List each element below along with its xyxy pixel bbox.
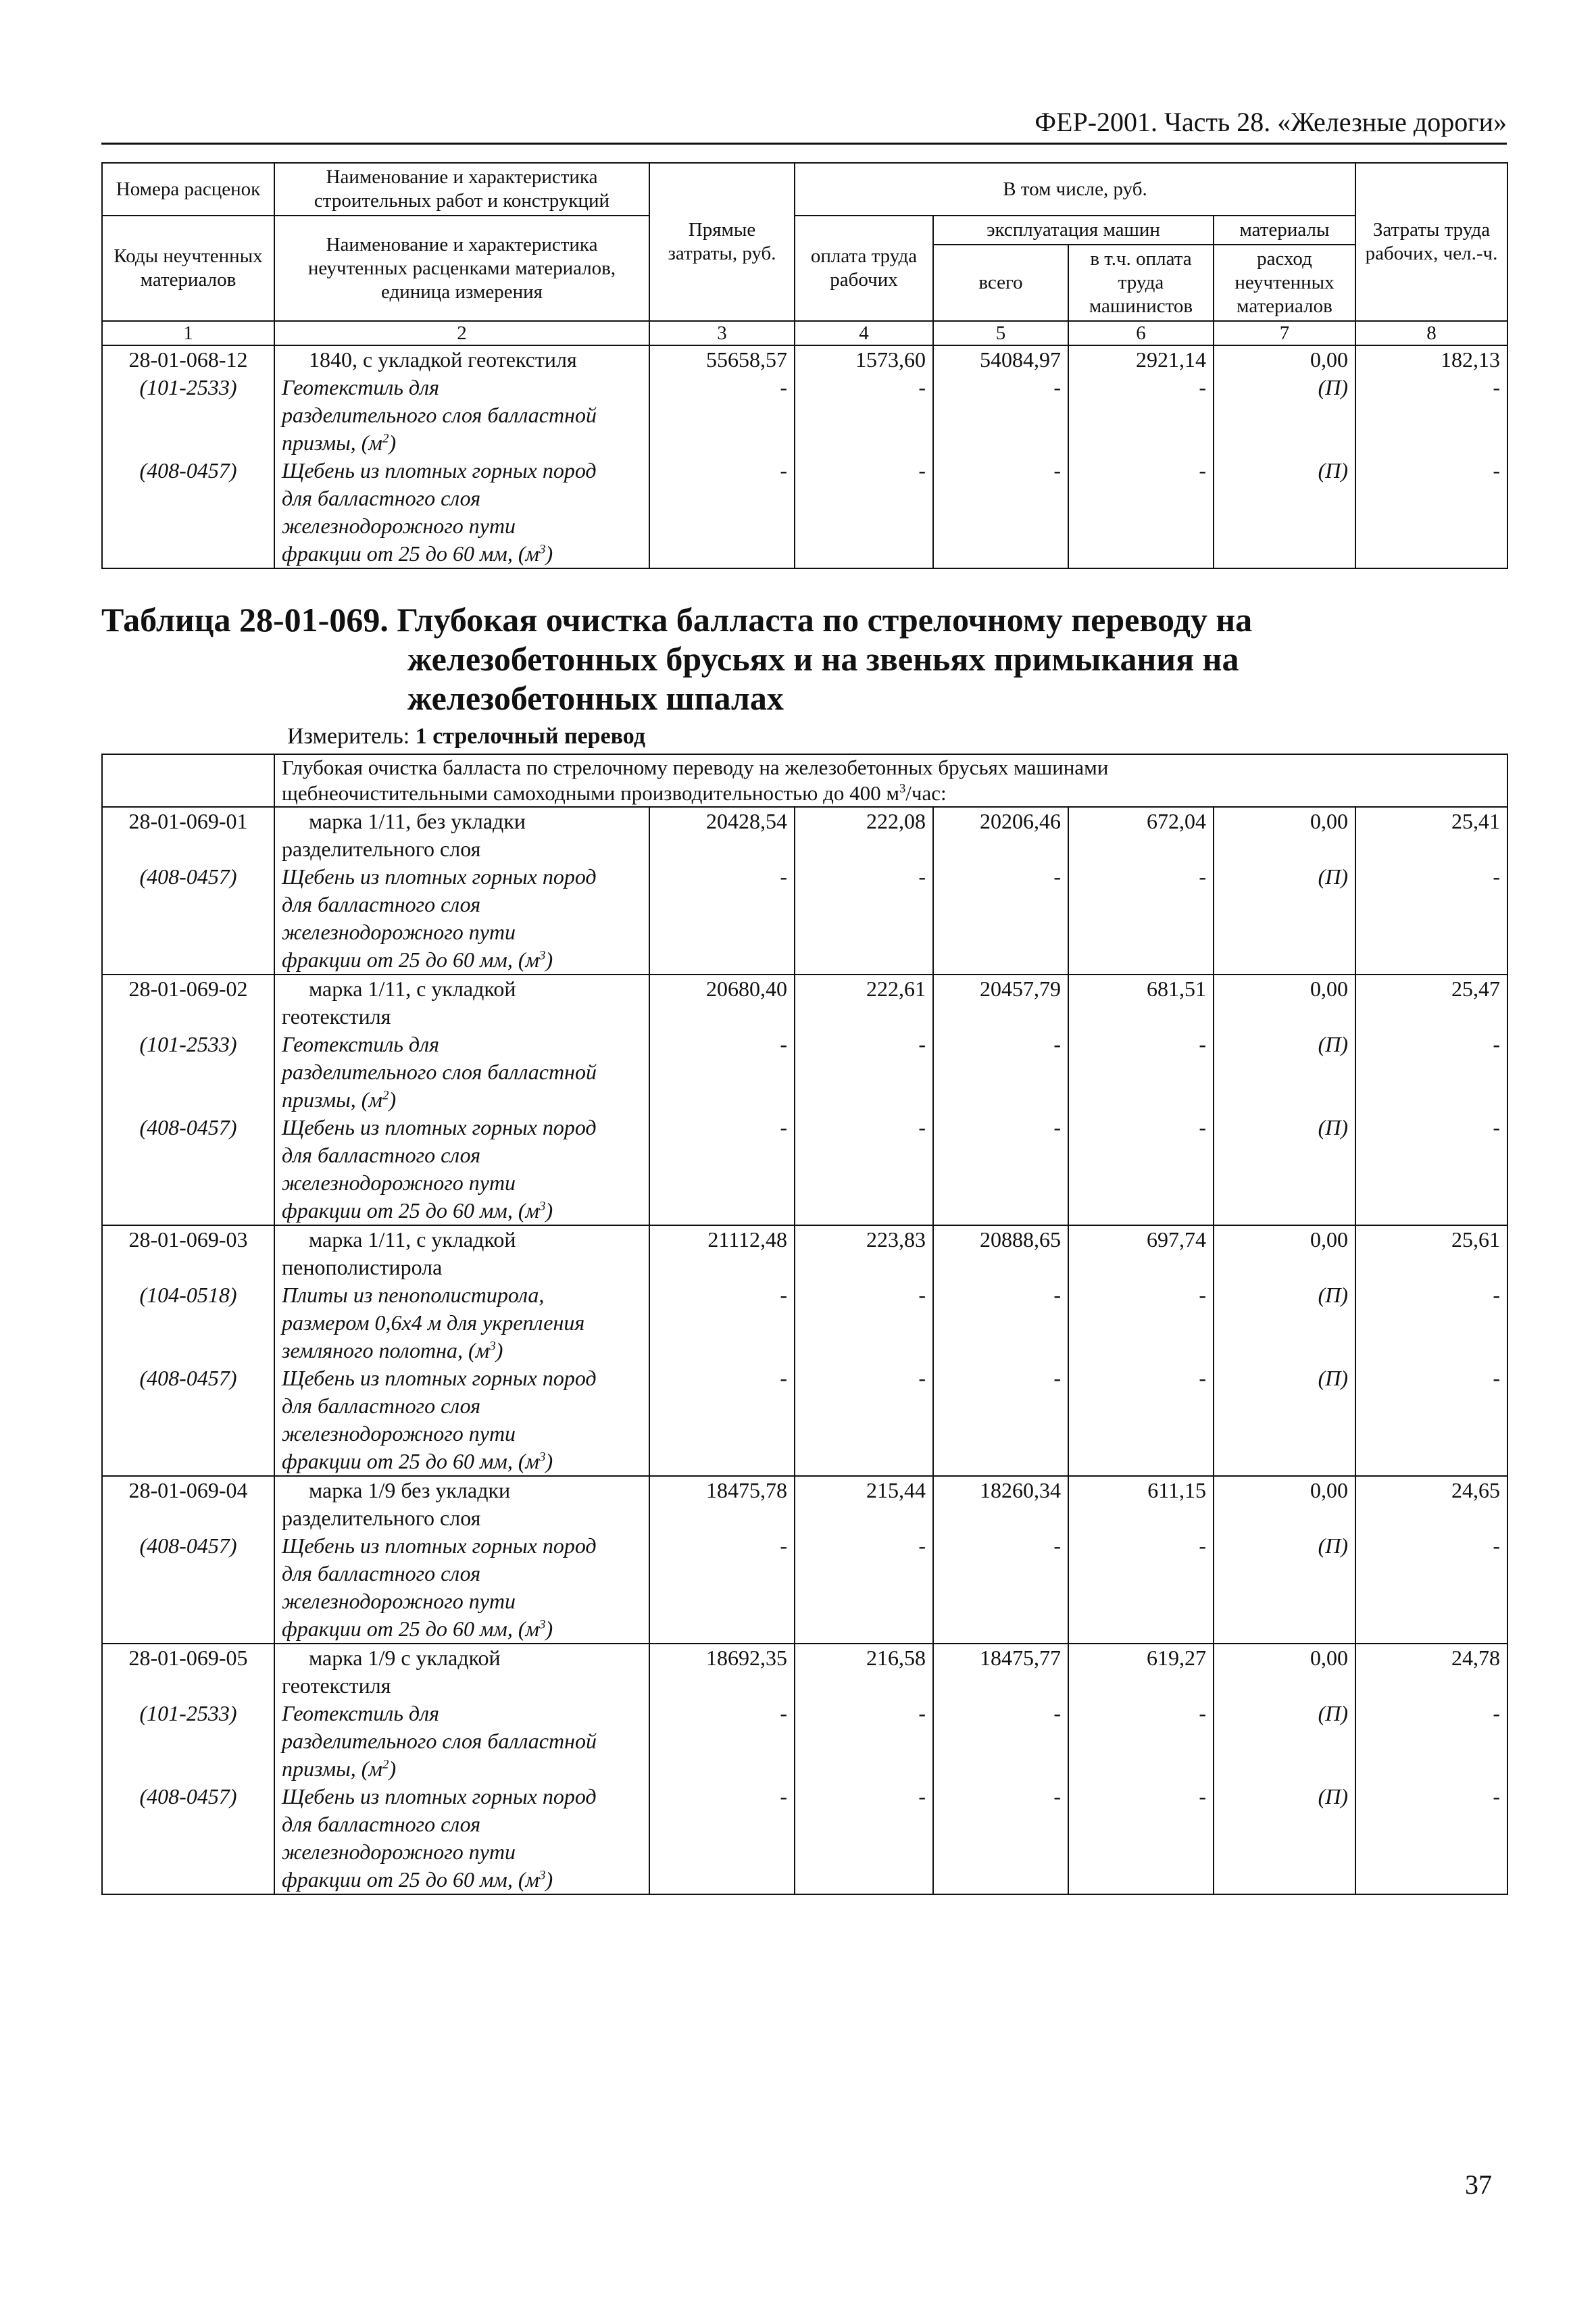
section-header <box>274 754 1507 807</box>
text-line: геотекстиля <box>282 1004 391 1029</box>
material-description <box>274 863 649 975</box>
rate-description <box>274 1225 649 1281</box>
p-mark: (П) <box>1214 1031 1355 1114</box>
dash-cell: - <box>1068 1364 1214 1476</box>
text-line: призмы, $(м^2)$ <box>282 430 397 455</box>
table-title <box>101 600 1507 718</box>
rate-description <box>274 1644 649 1700</box>
text-line: Плиты из пенополистирола, <box>282 1283 545 1307</box>
dash-cell: - <box>1068 374 1214 457</box>
header-total: всего <box>933 245 1068 321</box>
materials-value: 0,00 <box>1214 1225 1355 1281</box>
column-number: 8 <box>1355 321 1507 345</box>
worker-pay: 1573,60 <box>795 345 933 374</box>
labor-hours: 24,65 <box>1355 1476 1507 1532</box>
rates-table-069 <box>101 754 1508 1895</box>
header-direct-costs: Прямые затраты, руб. <box>649 163 795 321</box>
material-code: (104-0518) <box>102 1281 274 1364</box>
header-labor-hours: Затраты труда рабочих, чел.-ч. <box>1355 163 1507 321</box>
dash-cell: - <box>795 457 933 568</box>
machine-total: 54084,97 <box>933 345 1068 374</box>
material-code: (408-0457) <box>102 457 274 568</box>
dash-cell: - <box>933 863 1068 975</box>
text-line: Геотекстиль для <box>282 1032 439 1056</box>
rate-description <box>274 975 649 1031</box>
material-row <box>102 1031 1507 1114</box>
running-header: ФЕР-2001. Часть 28. «Железные дороги» <box>101 105 1507 145</box>
p-mark: (П) <box>1214 457 1355 568</box>
worker-pay: 222,61 <box>795 975 933 1031</box>
labor-hours: 24,78 <box>1355 1644 1507 1700</box>
material-code: (101-2533) <box>102 1031 274 1114</box>
rate-068-group <box>102 345 1507 568</box>
text-line: марка 1/11, с укладкой <box>309 1227 516 1252</box>
measure-unit <box>287 722 645 752</box>
rate-069-rows <box>102 807 1507 1894</box>
rate-row <box>102 1225 1507 1281</box>
dash-cell: - <box>1355 863 1507 975</box>
text-line: геотекстиля <box>282 1673 391 1698</box>
section-header-line2: щебнеочистительными самоходными производительностью до 400 $м^3$/час: <box>282 781 947 805</box>
dash-cell: - <box>795 1783 933 1894</box>
text-line: фракции от 25 до 60 мм, $(м^3)$ <box>282 541 553 566</box>
text-line: разделительного слоя <box>282 1506 481 1530</box>
dash-cell: - <box>1068 1281 1214 1364</box>
text-line: для балластного слоя <box>282 1812 481 1836</box>
material-row <box>102 374 1507 457</box>
dash-cell: - <box>933 1700 1068 1783</box>
text-line: Щебень из плотных горных пород <box>282 1366 597 1390</box>
materials-value: 0,00 <box>1214 1476 1355 1532</box>
rate-code: 28-01-069-03 <box>102 1225 274 1281</box>
text-line: фракции от 25 до 60 мм, $(м^3)$ <box>282 1867 553 1892</box>
materials-value: 0,00 <box>1214 345 1355 374</box>
material-code: (408-0457) <box>102 1783 274 1894</box>
material-row <box>102 1532 1507 1644</box>
operator-pay: 611,15 <box>1068 1476 1214 1532</box>
text-line: размером 0,6х4 м для укрепления <box>282 1310 585 1335</box>
dash-cell: - <box>795 863 933 975</box>
text-line: Щебень из плотных горных пород <box>282 1115 597 1139</box>
dash-cell: - <box>1068 1532 1214 1644</box>
material-code: (101-2533) <box>102 1700 274 1783</box>
column-number: 7 <box>1214 321 1355 345</box>
dash-cell: - <box>1355 1364 1507 1476</box>
dash-cell: - <box>933 457 1068 568</box>
header-rate-numbers: Номера расценок <box>102 163 274 216</box>
rate-row <box>102 345 1507 374</box>
text-line: разделительного слоя балластной <box>282 403 597 427</box>
text-line: железнодорожного пути <box>282 1589 516 1613</box>
p-mark: (П) <box>1214 1783 1355 1894</box>
text-line: фракции от 25 до 60 мм, $(м^3)$ <box>282 1198 553 1223</box>
column-number: 3 <box>649 321 795 345</box>
text-line: земляного полотна, $(м^3)$ <box>282 1338 503 1362</box>
text-line: железнодорожного пути <box>282 1421 516 1446</box>
rate-description <box>274 807 649 863</box>
dash-cell: - <box>1355 374 1507 457</box>
dash-cell: - <box>649 457 795 568</box>
material-description <box>274 1532 649 1644</box>
table-title-label: Таблица 28-01-069. <box>101 601 389 639</box>
text-line: марка 1/11, с укладкой <box>309 977 516 1001</box>
table-title-line1: Глубокая очистка балласта по стрелочному переводу на <box>397 601 1253 639</box>
rate-row <box>102 1644 1507 1700</box>
direct-costs: 21112,48 <box>649 1225 795 1281</box>
text-line: разделительного слоя балластной <box>282 1729 597 1753</box>
direct-costs: 20428,54 <box>649 807 795 863</box>
material-row <box>102 863 1507 975</box>
material-row <box>102 1783 1507 1894</box>
text-line: фракции от 25 до 60 мм, $(м^3)$ <box>282 947 553 972</box>
column-number: 5 <box>933 321 1068 345</box>
dash-cell: - <box>933 1114 1068 1225</box>
text-line: железнодорожного пути <box>282 920 516 944</box>
rate-row <box>102 1476 1507 1532</box>
p-mark: (П) <box>1214 1700 1355 1783</box>
measure-label: Измеритель: <box>287 724 410 749</box>
material-description <box>274 374 649 457</box>
material-code: (408-0457) <box>102 1364 274 1476</box>
material-code: (408-0457) <box>102 1114 274 1225</box>
operator-pay: 697,74 <box>1068 1225 1214 1281</box>
material-description <box>274 457 649 568</box>
text-line: железнодорожного пути <box>282 514 516 538</box>
dash-cell: - <box>933 1532 1068 1644</box>
dash-cell: - <box>1355 1114 1507 1225</box>
material-description <box>274 1783 649 1894</box>
material-code: (408-0457) <box>102 1532 274 1644</box>
rate-description <box>274 1476 649 1532</box>
text-line: Геотекстиль для <box>282 375 439 399</box>
text-line: пенополистирола <box>282 1255 443 1279</box>
text-line: Щебень из плотных горных пород <box>282 864 597 889</box>
dash-cell: - <box>649 1364 795 1476</box>
column-number: 1 <box>102 321 274 345</box>
rate-description <box>274 345 649 374</box>
dash-cell: - <box>1355 1281 1507 1364</box>
dash-cell: - <box>649 863 795 975</box>
dash-cell: - <box>1068 1114 1214 1225</box>
header-worker-pay: оплата труда рабочих <box>795 216 933 321</box>
dash-cell: - <box>795 1700 933 1783</box>
dash-cell: - <box>1355 1783 1507 1894</box>
text-line: марка 1/9 с укладкой <box>309 1646 501 1670</box>
labor-hours: 25,41 <box>1355 807 1507 863</box>
machine-total: 20206,46 <box>933 807 1068 863</box>
labor-hours: 25,61 <box>1355 1225 1507 1281</box>
labor-hours: 182,13 <box>1355 345 1507 374</box>
text-line: Щебень из плотных горных пород <box>282 458 597 483</box>
dash-cell: - <box>795 1114 933 1225</box>
table-title-line2: железобетонных брусьях и на звеньях примыкания на <box>407 640 1239 678</box>
text-line: для балластного слоя <box>282 892 481 916</box>
rate-code: 28-01-069-01 <box>102 807 274 863</box>
rate-row <box>102 807 1507 863</box>
measure-value: 1 стрелочный перевод <box>415 724 646 749</box>
material-description <box>274 1364 649 1476</box>
dash-cell: - <box>1355 457 1507 568</box>
p-mark: (П) <box>1214 374 1355 457</box>
text-line: Щебень из плотных горных пород <box>282 1784 597 1808</box>
text-line: разделительного слоя балластной <box>282 1060 597 1084</box>
text-line: для балластного слоя <box>282 1394 481 1418</box>
operator-pay: 619,27 <box>1068 1644 1214 1700</box>
header-materials: материалы <box>1214 216 1355 245</box>
dash-cell: - <box>649 1114 795 1225</box>
direct-costs: 18692,35 <box>649 1644 795 1700</box>
material-code: (408-0457) <box>102 863 274 975</box>
material-row <box>102 1114 1507 1225</box>
machine-total: 18475,77 <box>933 1644 1068 1700</box>
labor-hours: 25,47 <box>1355 975 1507 1031</box>
direct-costs: 18475,78 <box>649 1476 795 1532</box>
rate-row <box>102 975 1507 1031</box>
dash-cell: - <box>1068 1783 1214 1894</box>
text-line: Геотекстиль для <box>282 1701 439 1725</box>
p-mark: (П) <box>1214 1114 1355 1225</box>
text-line: марка 1/11, без укладки <box>309 809 526 833</box>
header-unaccounted-codes: Коды неучтенных материалов <box>102 216 274 321</box>
text-line: 1840, с укладкой геотекстиля <box>309 347 577 372</box>
material-description <box>274 1031 649 1114</box>
column-number: 6 <box>1068 321 1214 345</box>
header-including: В том числе, руб. <box>795 163 1355 216</box>
dash-cell: - <box>1355 1532 1507 1644</box>
column-number: 2 <box>274 321 649 345</box>
p-mark: (П) <box>1214 863 1355 975</box>
header-material-consumption: расход неучтенных материалов <box>1214 245 1355 321</box>
rate-code: 28-01-068-12 <box>102 345 274 374</box>
dash-cell: - <box>1068 1700 1214 1783</box>
materials-value: 0,00 <box>1214 807 1355 863</box>
text-line: Щебень из плотных горных пород <box>282 1533 597 1558</box>
material-row <box>102 1700 1507 1783</box>
dash-cell: - <box>795 1364 933 1476</box>
text-line: призмы, $(м^2)$ <box>282 1087 397 1112</box>
text-line: железнодорожного пути <box>282 1840 516 1864</box>
operator-pay: 681,51 <box>1068 975 1214 1031</box>
dash-cell: - <box>649 1700 795 1783</box>
header-machine-operation: эксплуатация машин <box>933 216 1214 245</box>
worker-pay: 223,83 <box>795 1225 933 1281</box>
dash-cell: - <box>1068 457 1214 568</box>
material-description <box>274 1700 649 1783</box>
dash-cell: - <box>649 1031 795 1114</box>
worker-pay: 216,58 <box>795 1644 933 1700</box>
dash-cell: - <box>1068 863 1214 975</box>
section-header-line1: Глубокая очистка балласта по стрелочному переводу на железобетонных брусьях машинами <box>282 756 1109 779</box>
header-operator-pay: в т.ч. оплата труда машинистов <box>1068 245 1214 321</box>
material-code: (101-2533) <box>102 374 274 457</box>
operator-pay: 672,04 <box>1068 807 1214 863</box>
operator-pay: 2921,14 <box>1068 345 1214 374</box>
dash-cell: - <box>649 374 795 457</box>
text-line: фракции от 25 до 60 мм, $(м^3)$ <box>282 1449 553 1473</box>
text-line: для балластного слоя <box>282 1561 481 1585</box>
section-header-blank <box>102 754 274 807</box>
material-row <box>102 457 1507 568</box>
dash-cell: - <box>795 1031 933 1114</box>
rate-code: 28-01-069-04 <box>102 1476 274 1532</box>
dash-cell: - <box>649 1281 795 1364</box>
direct-costs: 55658,57 <box>649 345 795 374</box>
dash-cell: - <box>649 1532 795 1644</box>
text-line: призмы, $(м^2)$ <box>282 1756 397 1781</box>
material-description <box>274 1281 649 1364</box>
text-line: для балластного слоя <box>282 1143 481 1167</box>
text-line: марка 1/9 без укладки <box>309 1478 511 1502</box>
dash-cell: - <box>1355 1700 1507 1783</box>
rate-code: 28-01-069-05 <box>102 1644 274 1700</box>
dash-cell: - <box>795 374 933 457</box>
page-number: 37 <box>1465 2169 1492 2200</box>
materials-value: 0,00 <box>1214 975 1355 1031</box>
dash-cell: - <box>1068 1031 1214 1114</box>
worker-pay: 215,44 <box>795 1476 933 1532</box>
text-line: разделительного слоя <box>282 837 481 861</box>
materials-value: 0,00 <box>1214 1644 1355 1700</box>
dash-cell: - <box>933 1031 1068 1114</box>
direct-costs: 20680,40 <box>649 975 795 1031</box>
text-line: железнодорожного пути <box>282 1171 516 1195</box>
machine-total: 20888,65 <box>933 1225 1068 1281</box>
p-mark: (П) <box>1214 1281 1355 1364</box>
material-row <box>102 1364 1507 1476</box>
machine-total: 20457,79 <box>933 975 1068 1031</box>
dash-cell: - <box>933 1281 1068 1364</box>
dash-cell: - <box>933 1364 1068 1476</box>
dash-cell: - <box>795 1532 933 1644</box>
rate-code: 28-01-069-02 <box>102 975 274 1031</box>
dash-cell: - <box>649 1783 795 1894</box>
column-number: 4 <box>795 321 933 345</box>
text-line: для балластного слоя <box>282 486 481 510</box>
text-line: фракции от 25 до 60 мм, $(м^3)$ <box>282 1617 553 1641</box>
rates-header-table <box>101 162 1508 569</box>
table-title-line3: железобетонных шпалах <box>407 679 784 717</box>
p-mark: (П) <box>1214 1532 1355 1644</box>
dash-cell: - <box>933 1783 1068 1894</box>
dash-cell: - <box>1355 1031 1507 1114</box>
material-row <box>102 1281 1507 1364</box>
p-mark: (П) <box>1214 1364 1355 1476</box>
worker-pay: 222,08 <box>795 807 933 863</box>
header-work-name: Наименование и характеристика строительных работ и конструкций <box>274 163 649 216</box>
header-unaccounted-names: Наименование и характеристика неучтенных расценками материалов, единица измерения <box>274 216 649 321</box>
dash-cell: - <box>933 374 1068 457</box>
material-description <box>274 1114 649 1225</box>
machine-total: 18260,34 <box>933 1476 1068 1532</box>
dash-cell: - <box>795 1281 933 1364</box>
